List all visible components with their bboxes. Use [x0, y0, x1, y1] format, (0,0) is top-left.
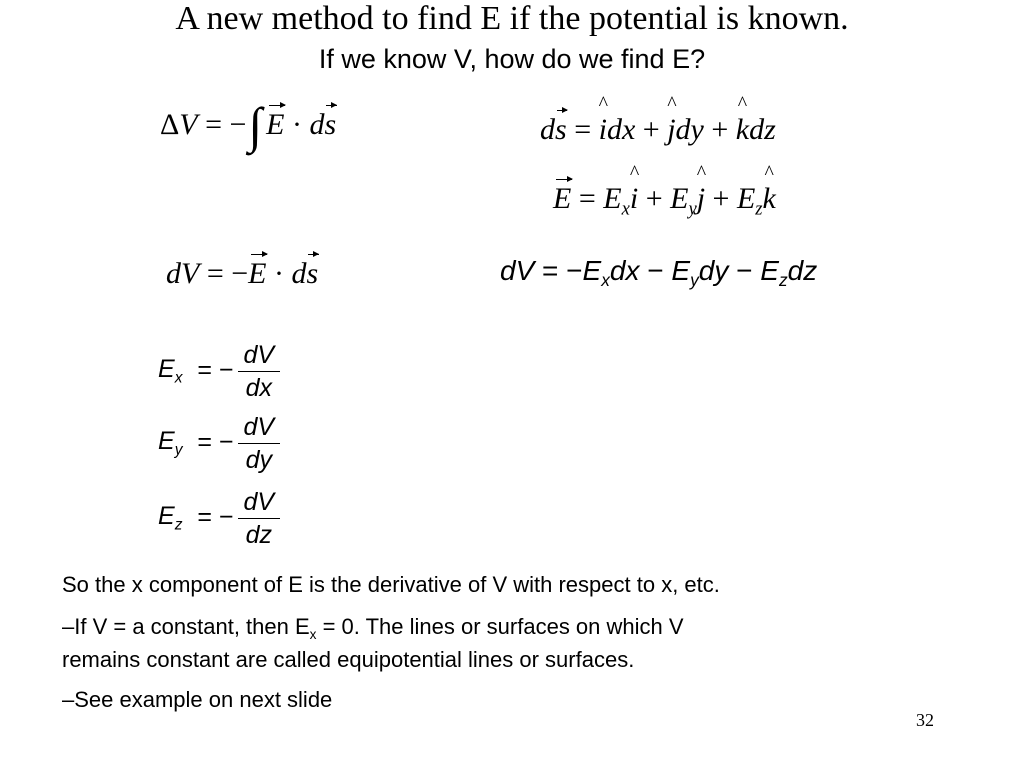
- equation-ez-derivative: $E_z$ = − $\frac{dV}{dz}$: [158, 486, 280, 551]
- body-line-constant-v: –If V = a constant, then $E_x = 0$. The lines or surfaces on which V: [62, 614, 684, 642]
- equation-e-components: $E = E_x\^{}$ $i + E_y\^{}$ $j + E_z\^{}$ k: [553, 182, 776, 221]
- equation-dv-dot: dV = −E · ds: [166, 257, 319, 290]
- equation-dv-components: dV = $-E_xdx - E_ydy - E_zdz$: [500, 255, 818, 291]
- equation-delta-v-integral: ΔV = −∫ E · ds: [160, 97, 337, 153]
- slide-subtitle: If we know V, how do we find E?: [318, 44, 706, 74]
- equation-ey-derivative: $E_y$ = − $\frac{dV}{dy}$: [158, 411, 280, 476]
- slide-title: A new method to find E if the potential is known.: [175, 0, 849, 37]
- equation-ds-components: ds = ^ idx + ^ jdy + ^ kdz: [540, 113, 776, 147]
- page-number: 32: [916, 710, 934, 730]
- body-line-equipotential: remains constant are called equipotential lines or surfaces.: [62, 647, 635, 672]
- body-line-derivative: So the x component of E is the derivative of V with respect to x, etc.: [62, 572, 720, 597]
- equation-ex-derivative: $E_x$ = − $\frac{dV}{dx}$: [158, 339, 280, 404]
- body-line-next-slide: –See example on next slide: [62, 687, 333, 712]
